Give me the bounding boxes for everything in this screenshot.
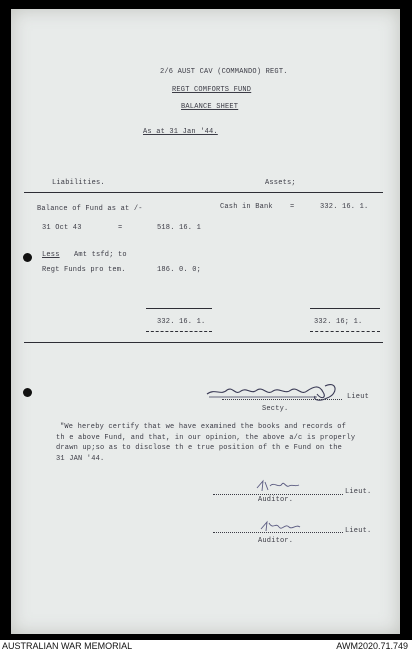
certification-line-4: 31 JAN '44. xyxy=(56,455,105,463)
auditor-2-rank: Lieut. xyxy=(345,527,372,535)
asset-eq: = xyxy=(290,203,295,211)
auditor-1-signature-icon xyxy=(255,478,305,494)
asset-label: Cash in Bank xyxy=(220,203,273,211)
auditor-2-signature-line xyxy=(213,532,343,533)
punch-hole-top xyxy=(23,253,32,262)
footer-rule xyxy=(24,342,383,343)
assets-heading: Assets; xyxy=(265,179,296,187)
fund-title: REGT COMFORTS FUND xyxy=(172,86,252,94)
liability-line-2-label: 31 Oct 43 xyxy=(42,224,82,232)
punch-hole-bottom xyxy=(23,388,32,397)
auditor-1-rank: Lieut. xyxy=(345,488,372,496)
liability-line-4-value: 186. 0. 0; xyxy=(157,266,202,274)
liability-line-2-eq: = xyxy=(118,224,123,232)
balance-date: As at 31 Jan '44. xyxy=(143,128,218,136)
archive-reference: AWM2020.71.749 xyxy=(336,641,408,651)
less-label: Less xyxy=(42,251,60,259)
secretary-title: Secty. xyxy=(262,405,289,413)
asset-total: 332. 16; 1. xyxy=(314,318,363,326)
header-rule xyxy=(24,192,383,193)
secretary-signature-icon xyxy=(205,380,343,404)
liability-line-1: Balance of Fund as at /- xyxy=(37,205,143,213)
secretary-rank: Lieut xyxy=(347,393,370,401)
liability-line-4-label: Regt Funds pro tem. xyxy=(42,266,126,274)
certification-line-3: drawn up;so as to disclose th e true position of th e Fund on the xyxy=(56,444,343,452)
liability-total-rule xyxy=(146,308,212,309)
liabilities-heading: Liabilities. xyxy=(52,179,105,187)
unit-title: 2/6 AUST CAV (COMMANDO) REGT. xyxy=(160,68,288,76)
certification-line-1: "We hereby certify that we have examined the books and records of xyxy=(60,423,347,431)
sheet-title: BALANCE SHEET xyxy=(181,103,239,111)
liability-total-double-rule xyxy=(146,331,212,332)
asset-total-rule xyxy=(310,308,380,309)
archive-name: AUSTRALIAN WAR MEMORIAL xyxy=(2,641,133,651)
asset-value: 332. 16. 1. xyxy=(320,203,369,211)
auditor-1-signature-line xyxy=(213,494,343,495)
archive-footer xyxy=(0,640,412,653)
auditor-1-role: Auditor. xyxy=(258,496,294,504)
asset-total-double-rule xyxy=(310,331,380,332)
liability-total: 332. 16. 1. xyxy=(157,318,206,326)
certification-line-2: th e above Fund, and that, in our opinion, the above a/c is properly xyxy=(56,434,356,442)
secretary-signature-line xyxy=(222,399,342,400)
less-description: Amt tsfd; to xyxy=(74,251,127,259)
auditor-2-role: Auditor. xyxy=(258,537,294,545)
liability-line-2-value: 518. 16. 1 xyxy=(157,224,202,232)
